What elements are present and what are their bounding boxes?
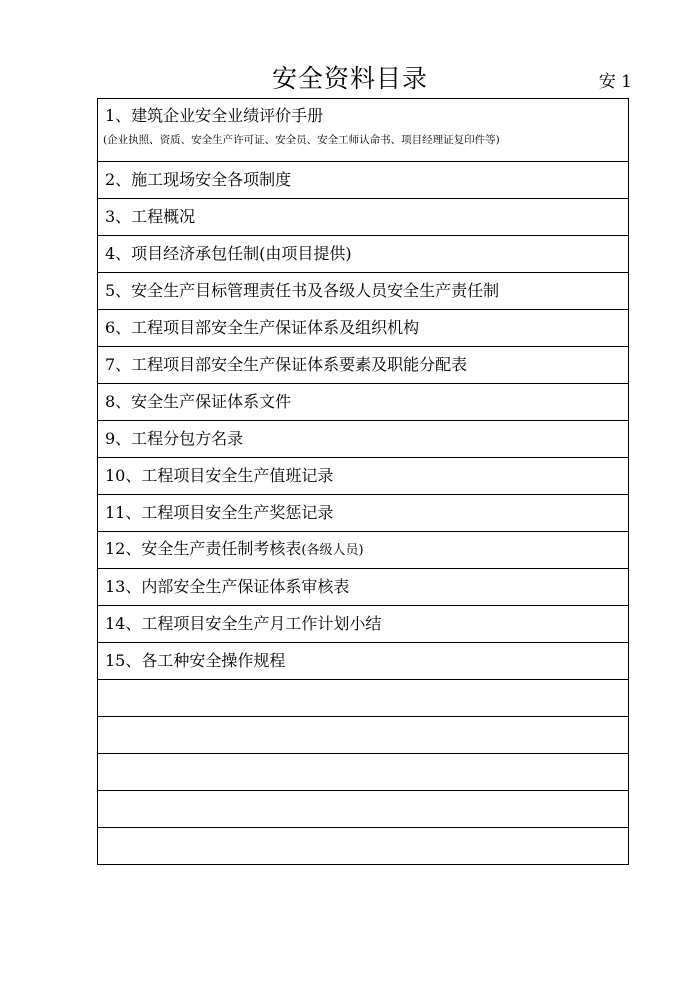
toc-item-11: 11、工程项目安全生产奖惩记录: [98, 495, 629, 532]
empty-row: [98, 717, 629, 754]
table-row: [98, 199, 629, 236]
empty-row: [98, 828, 629, 865]
table-row: [98, 99, 629, 162]
table-row: [98, 310, 629, 347]
table-row: [98, 384, 629, 421]
table-row: [98, 162, 629, 199]
toc-item-9: 9、工程分包方名录: [98, 421, 629, 458]
toc-item-3: 3、工程概况: [98, 199, 629, 236]
empty-cell: [98, 680, 629, 717]
empty-cell: [98, 754, 629, 791]
toc-item-7: 7、工程项目部安全生产保证体系要素及职能分配表: [98, 347, 629, 384]
empty-row: [98, 754, 629, 791]
toc-item-8: 8、安全生产保证体系文件: [98, 384, 629, 421]
toc-table: [97, 98, 629, 865]
page-title: 安全资料目录: [271, 64, 428, 93]
table-row: [98, 236, 629, 273]
table-row: [98, 532, 629, 569]
table-row: [98, 347, 629, 384]
toc-item-1: [98, 99, 629, 162]
toc-item-2: 2、施工现场安全各项制度: [98, 162, 629, 199]
table-row: [98, 273, 629, 310]
empty-cell: [98, 717, 629, 754]
table-row: [98, 421, 629, 458]
table-row: [98, 458, 629, 495]
table-row: [98, 643, 629, 680]
toc-item-6: 6、工程项目部安全生产保证体系及组织机构: [98, 310, 629, 347]
toc-item-15: 15、各工种安全操作规程: [98, 643, 629, 680]
empty-cell: [98, 791, 629, 828]
table-row: [98, 569, 629, 606]
table-row: [98, 495, 629, 532]
document-code: 安 1: [598, 72, 632, 92]
toc-item-13: 13、内部安全生产保证体系审核表: [98, 569, 629, 606]
empty-cell: [98, 828, 629, 865]
toc-item-label: 1、建筑企业安全业绩评价手册: [105, 106, 324, 125]
toc-item-5: 5、安全生产目标管理责任书及各级人员安全生产责任制: [98, 273, 629, 310]
toc-item-12: [98, 532, 629, 569]
toc-item-note: (企业执照、资质、安全生产许可证、安全员、安全工师认命书、项目经理证复印件等): [103, 134, 500, 146]
toc-item-suffix: (各级人员): [301, 543, 364, 558]
toc-item-14: 14、工程项目安全生产月工作计划小结: [98, 606, 629, 643]
toc-item-10: 10、工程项目安全生产值班记录: [98, 458, 629, 495]
table-row: [98, 606, 629, 643]
empty-row: [98, 791, 629, 828]
toc-item-4: 4、项目经济承包任制(由项目提供): [98, 236, 629, 273]
toc-item-label: 12、安全生产责任制考核表: [105, 539, 302, 558]
empty-row: [98, 680, 629, 717]
